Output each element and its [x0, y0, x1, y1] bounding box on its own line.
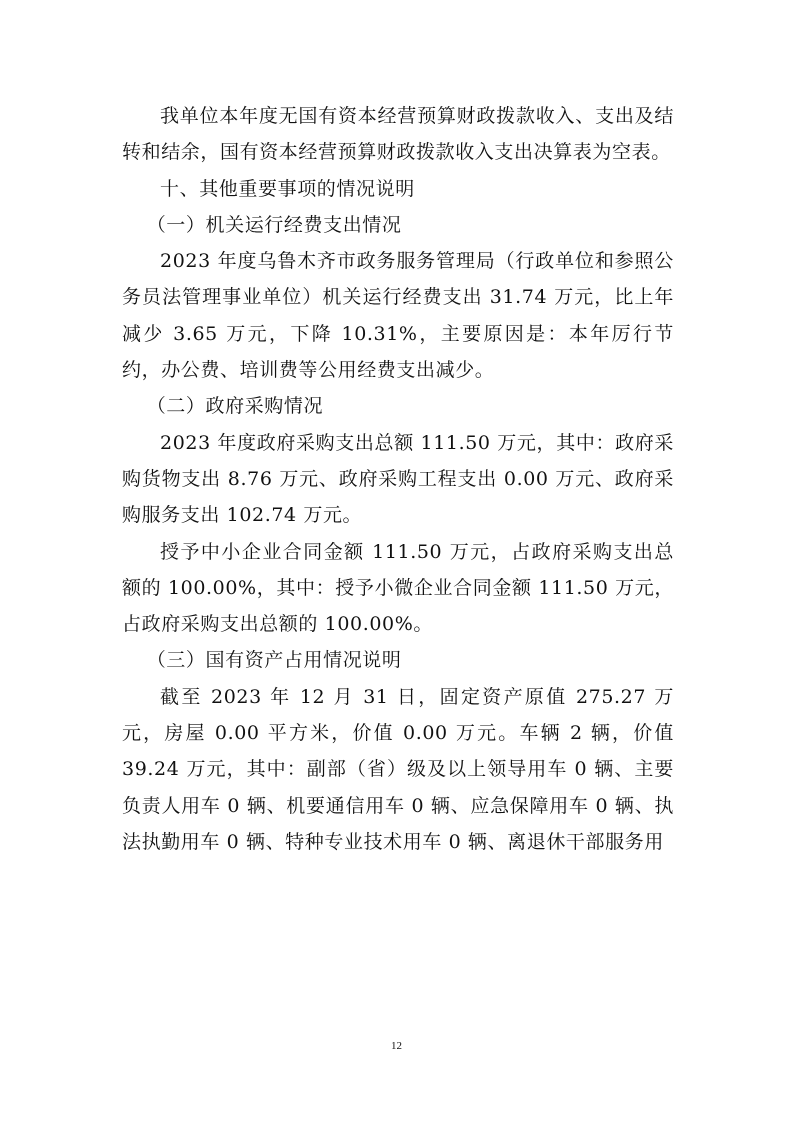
- paragraph-procurement-total: 2023 年度政府采购支出总额 111.50 万元，其中：政府采购货物支出 8.76 万元、政府采购工程支出 0.00 万元、政府采购服务支出 102.74 万元。: [122, 431, 674, 527]
- section-heading-other-matters: 十、其他重要事项的情况说明: [160, 177, 415, 200]
- document-body: [122, 98, 674, 860]
- paragraph-sme-contracts: 授予中小企业合同金额 111.50 万元，占政府采购支出总额的 100.00%，其中：授予小微企业合同金额 111.50 万元，占政府采购支出总额的 100.00%。: [122, 540, 674, 636]
- paragraph-operating-expenses: 2023 年度乌鲁木齐市政务服务管理局（行政单位和参照公务员法管理事业单位）机关运行经费支出 31.74 万元，比上年减少 3.65 万元，下降 10.31%，主要原因是：本年厉行节约，办公费、培训费等公用经费支出减少。: [122, 250, 674, 382]
- subheading-operating-expenses: （一）机关运行经费支出情况: [146, 213, 402, 236]
- subheading-state-assets: （三）国有资产占用情况说明: [146, 649, 402, 672]
- paragraph-state-assets: 截至 2023 年 12 月 31 日，固定资产原值 275.27 万元，房屋 0.00 平方米，价值 0.00 万元。车辆 2 辆，价值 39.24 万元，其中：副部（省）级及以上领导用车 0 辆、主要负责人用车 0 辆、机要通信用车 0 辆、应急保障用车 0 辆、执法执勤用车 0 辆、特种专业技术用车 0 辆、离退休干部服务用: [122, 685, 674, 853]
- paragraph-state-capital-budget: 我单位本年度无国有资本经营预算财政拨款收入、支出及结转和结余，国有资本经营预算财政拨款收入支出决算表为空表。: [122, 105, 674, 164]
- page-number: 12: [391, 1040, 402, 1052]
- subheading-government-procurement: （二）政府采购情况: [146, 395, 324, 418]
